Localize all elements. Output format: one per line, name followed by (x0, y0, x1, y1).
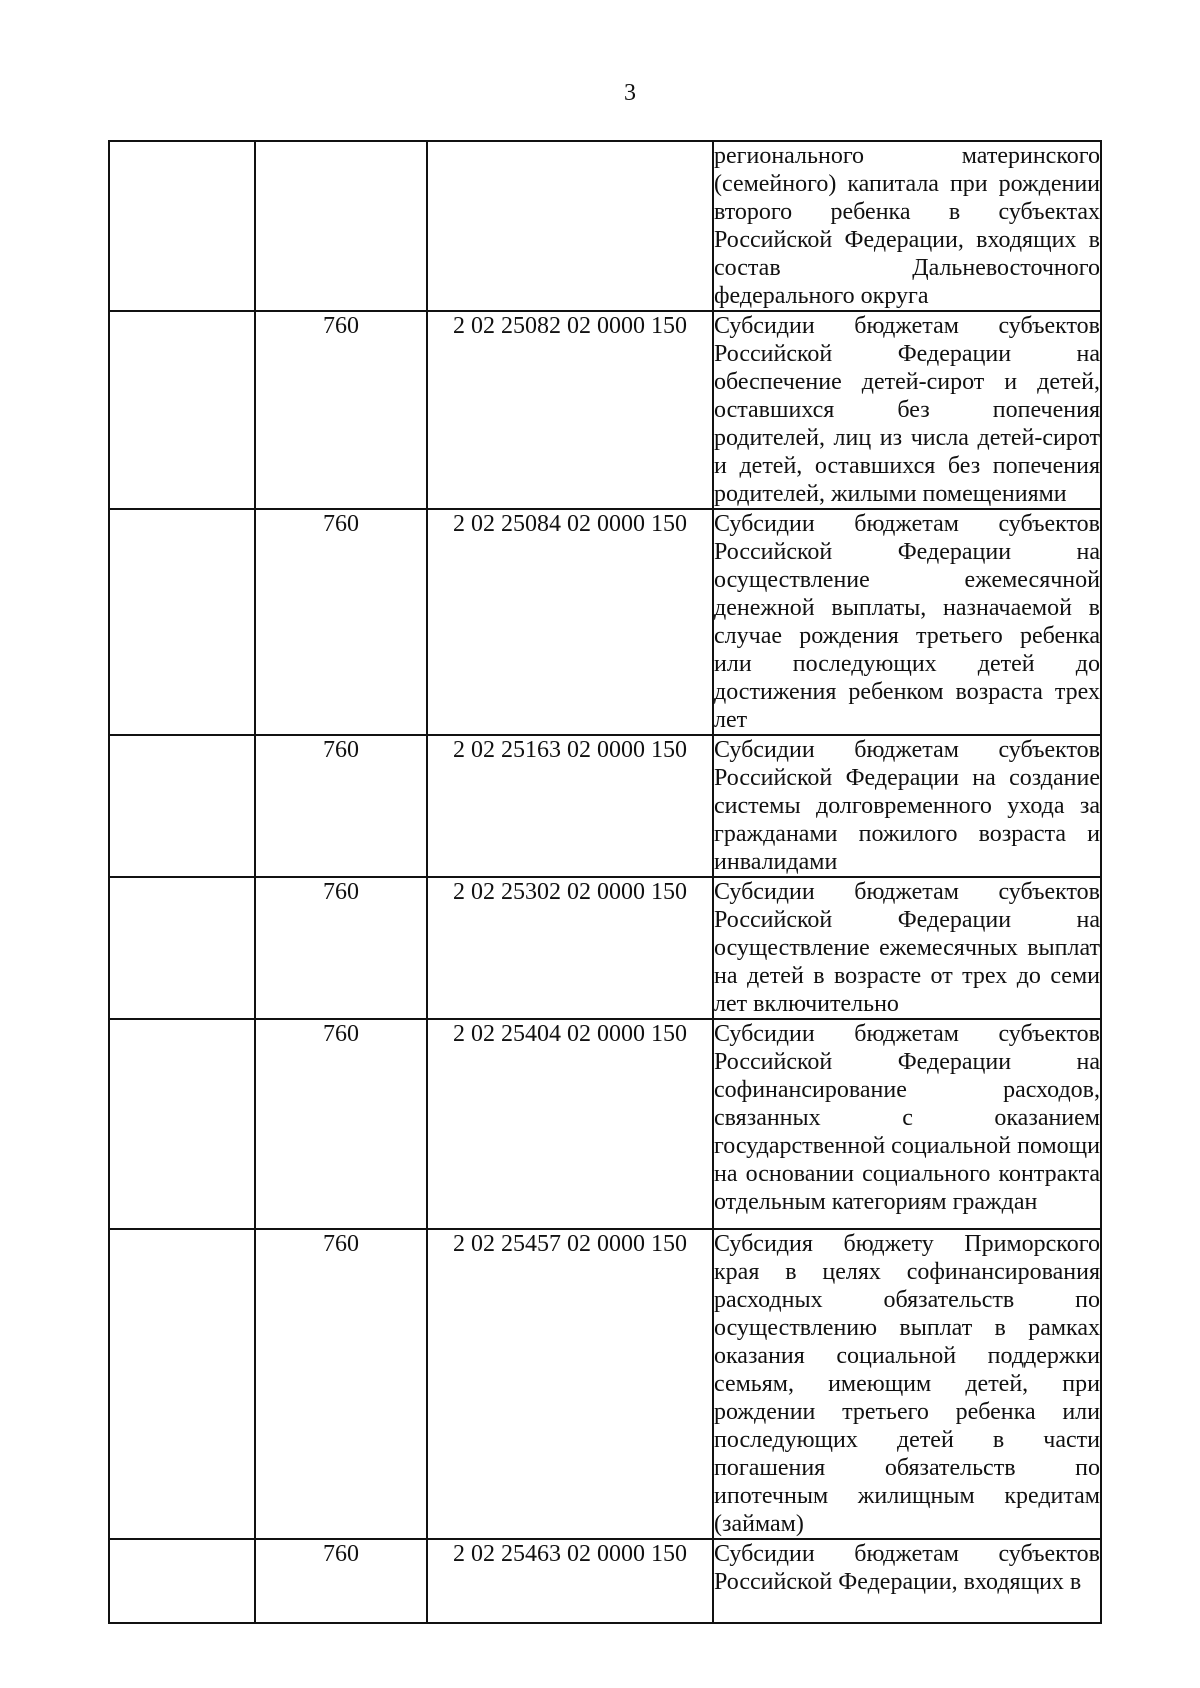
income-name-cell: Субсидии бюджетам субъектов Российской Федерации на создание системы долговременного ухода за гражданами пожилого возраста и инвалидами (714, 737, 1100, 875)
empty-cell (109, 311, 255, 509)
admin-code-cell: 760 (255, 1229, 427, 1539)
admin-code-cell: 760 (255, 311, 427, 509)
empty-cell (109, 735, 255, 877)
income-name-cell: Субсидии бюджетам субъектов Российской Федерации, входящих в (713, 1539, 1101, 1623)
empty-cell (109, 509, 255, 735)
table-row (109, 509, 1101, 735)
page-number: 3 (624, 80, 636, 106)
table-row (109, 1229, 1101, 1539)
table-row (109, 1019, 1101, 1229)
admin-code-cell: 760 (255, 877, 427, 1019)
income-name-cell: Субсидии бюджетам субъектов Российской Федерации на софинансирование расходов, связанных с оказанием государственной социальной помощи на основании социального контракта отдельным категориям граждан (713, 1019, 1101, 1229)
table-row (109, 311, 1101, 509)
empty-cell (109, 1539, 255, 1623)
admin-code-cell: 760 (255, 1539, 427, 1623)
budget-code-cell: 2 02 25082 02 0000 150 (427, 311, 713, 509)
budget-code-cell: 2 02 25084 02 0000 150 (427, 509, 713, 735)
admin-code-cell: 760 (255, 1019, 427, 1229)
income-name-cell: Субсидии бюджетам субъектов Российской Федерации на обеспечение детей-сирот и детей, оставшихся без попечения родителей, лиц из числа детей-сирот и детей, оставшихся без попечения родителей, жилыми помещениями (714, 313, 1100, 507)
budget-code-cell: 2 02 25163 02 0000 150 (427, 735, 713, 877)
income-name-cell: Субсидии бюджетам субъектов Российской Федерации на осуществление ежемесячной денежной выплаты, назначаемой в случае рождения третьего ребенка или последующих детей до достижения ребенком возраста трех лет (714, 511, 1100, 733)
income-name-cell: Субсидия бюджету Приморского края в целях софинансирования расходных обязательств по осуществлению выплат в рамках оказания социальной поддержки семьям, имеющим детей, при рождении третьего ребенка или последующих детей в части погашения обязательств по ипотечным жилищным кредитам (займам) (714, 1231, 1100, 1537)
table-row (109, 735, 1101, 877)
budget-code-cell (427, 141, 713, 311)
budget-code-cell: 2 02 25302 02 0000 150 (427, 877, 713, 1019)
table-row (109, 141, 1101, 311)
table-row (109, 877, 1101, 1019)
budget-code-cell: 2 02 25457 02 0000 150 (427, 1229, 713, 1539)
budget-classification-table (108, 140, 1102, 1624)
budget-code-cell: 2 02 25463 02 0000 150 (427, 1539, 713, 1623)
admin-code-cell (255, 141, 427, 311)
admin-code-cell: 760 (255, 509, 427, 735)
empty-cell (109, 1019, 255, 1229)
table-body (109, 141, 1101, 1623)
empty-cell (109, 1229, 255, 1539)
budget-code-cell: 2 02 25404 02 0000 150 (427, 1019, 713, 1229)
empty-cell (109, 877, 255, 1019)
table-row (109, 1539, 1101, 1623)
income-name-cell: регионального материнского (семейного) капитала при рождении второго ребенка в субъектах Российской Федерации, входящих в состав Дальневосточного федерального округа (714, 143, 1100, 309)
empty-cell (109, 141, 255, 311)
admin-code-cell: 760 (255, 735, 427, 877)
income-name-cell: Субсидии бюджетам субъектов Российской Федерации на осуществление ежемесячных выплат на детей в возрасте от трех до семи лет включительно (714, 879, 1100, 1017)
